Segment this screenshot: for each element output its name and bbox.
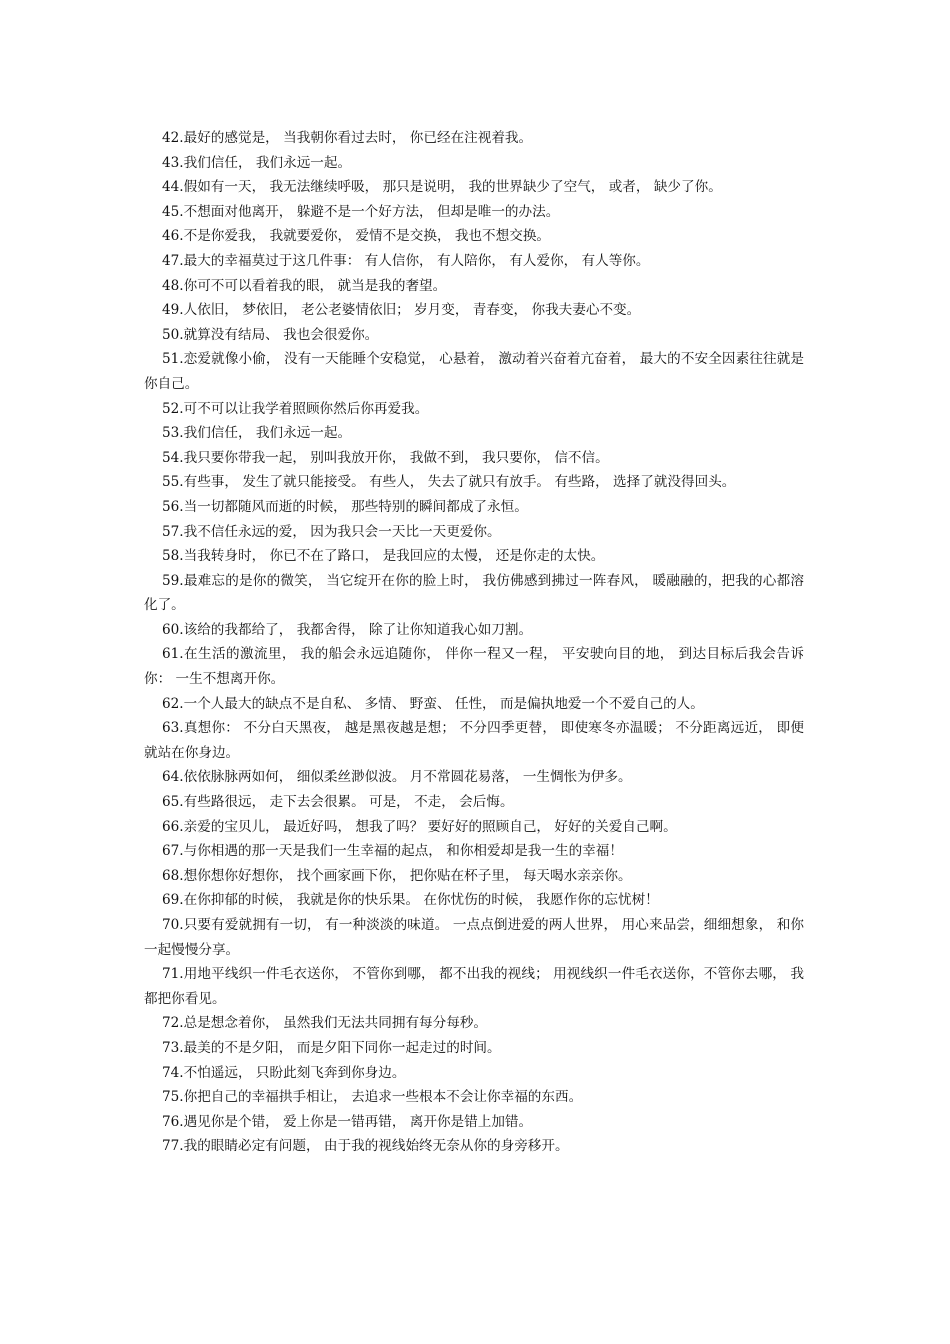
paragraph-62: 62.一个人最大的缺点不是自私、 多情、 野蛮、 任性， 而是偏执地爱一个不爱自己的人。 bbox=[162, 695, 704, 712]
paragraph-63: 63.真想你： 不分白天黑夜， 越是黑夜越是想； 不分四季更替， 即使寒冬亦温暖； 不分距离远近， 即便就站在你身边。 bbox=[144, 720, 804, 761]
paragraph-70: 70.只要有爱就拥有一切， 有一种淡淡的味道。 一点点倒进爱的两人世界， 用心来品尝，细细想象， 和你一起慢慢分享。 bbox=[144, 917, 804, 958]
paragraph-73: 73.最美的不是夕阳， 而是夕阳下同你一起走过的时间。 bbox=[162, 1039, 501, 1056]
paragraph-72: 72.总是想念着你， 虽然我们无法共同拥有每分每秒。 bbox=[162, 1015, 488, 1032]
paragraph-43: 43.我们信任， 我们永远一起。 bbox=[162, 154, 352, 171]
paragraph-59: 59.最难忘的是你的微笑， 当它绽开在你的脸上时， 我仿佛感到拂过一阵春风， 暖融融的，把我的心都溶化了。 bbox=[144, 572, 804, 614]
paragraph-56: 56.当一切都随风而逝的时候， 那些特别的瞬间都成了永恒。 bbox=[162, 498, 528, 515]
paragraph-54: 54.我只要你带我一起， 别叫我放开你， 我做不到， 我只要你， 信不信。 bbox=[162, 449, 609, 466]
paragraph-76: 76.遇见你是个错， 爱上你是一错再错， 离开你是错上加错。 bbox=[162, 1113, 533, 1130]
paragraph-68: 68.想你想你好想你， 找个画家画下你， 把你贴在杯子里， 每天喝水亲亲你。 bbox=[162, 867, 632, 884]
paragraph-49: 49.人依旧， 梦依旧， 老公老婆情依旧； 岁月变， 青春变， 你我夫妻心不变。 bbox=[162, 302, 641, 319]
paragraph-48: 48.你可不可以看着我的眼， 就当是我的奢望。 bbox=[162, 277, 447, 294]
paragraph-42: 42.最好的感觉是， 当我朝你看过去时， 你已经在注视着我。 bbox=[162, 130, 533, 146]
paragraph-64: 64.依依脉脉两如何， 细似柔丝渺似波。 月不常圆花易落， 一生惆怅为伊多。 bbox=[162, 769, 632, 786]
paragraph-74: 74.不怕遥远， 只盼此刻飞奔到你身边。 bbox=[162, 1064, 406, 1081]
paragraph-75: 75.你把自己的幸福拱手相让， 去追求一些根本不会让你幸福的东西。 bbox=[162, 1089, 583, 1106]
paragraph-77: 77.我的眼睛必定有问题， 由于我的视线始终无奈从你的身旁移开。 bbox=[162, 1138, 569, 1155]
paragraph-52: 52.可不可以让我学着照顾你然后你再爱我。 bbox=[162, 400, 429, 417]
document-body bbox=[144, 126, 804, 1159]
paragraph-44: 44.假如有一天， 我无法继续呼吸， 那只是说明， 我的世界缺少了空气， 或者， 缺少了你。 bbox=[162, 179, 722, 196]
paragraph-66: 66.亲爱的宝贝儿， 最近好吗， 想我了吗？ 要好好的照顾自己， 好好的关爱自己啊。 bbox=[162, 818, 677, 835]
paragraph-67: 67.与你相遇的那一天是我们一生幸福的起点， 和你相爱却是我一生的幸福！ bbox=[162, 843, 623, 860]
paragraph-69: 69.在你抑郁的时候， 我就是你的快乐果。 在你忧伤的时候， 我愿作你的忘忧树！ bbox=[162, 892, 659, 909]
paragraph-53: 53.我们信任， 我们永远一起。 bbox=[162, 425, 352, 442]
paragraph-60: 60.该给的我都给了， 我都舍得， 除了让你知道我心如刀割。 bbox=[162, 621, 533, 638]
paragraph-58: 58.当我转身时， 你已不在了路口， 是我回应的太慢， 还是你走的太快。 bbox=[162, 548, 605, 565]
paragraph-46: 46.不是你爱我， 我就要爱你， 爱情不是交换， 我也不想交换。 bbox=[162, 228, 551, 245]
paragraph-51: 51.恋爱就像小偷， 没有一天能睡个安稳觉， 心悬着， 激动着兴奋着亢奋着， 最大的不安全因素往往就是你自己。 bbox=[144, 351, 804, 392]
paragraph-47: 47.最大的幸福莫过于这几件事： 有人信你， 有人陪你， 有人爱你， 有人等你。 bbox=[162, 252, 650, 269]
paragraph-45: 45.不想面对他离开， 躲避不是一个好方法， 但却是唯一的办法。 bbox=[162, 203, 560, 220]
paragraph-57: 57.我不信任永远的爱， 因为我只会一天比一天更爱你。 bbox=[162, 523, 501, 540]
paragraph-55: 55.有些事， 发生了就只能接受。 有些人， 失去了就只有放手。 有些路， 选择了就没得回头。 bbox=[162, 474, 736, 491]
paragraph-65: 65.有些路很远， 走下去会很累。 可是， 不走， 会后悔。 bbox=[162, 794, 514, 811]
paragraph-71: 71.用地平线织一件毛衣送你， 不管你到哪， 都不出我的视线； 用视线织一件毛衣送你，不管你去哪， 我都把你看见。 bbox=[144, 966, 804, 1007]
paragraph-61: 61.在生活的激流里， 我的船会永远追随你， 伴你一程又一程， 平安驶向目的地， 到达目标后我会告诉你： 一生不想离开你。 bbox=[144, 646, 804, 688]
paragraph-50: 50.就算没有结局、 我也会很爱你。 bbox=[162, 326, 379, 343]
